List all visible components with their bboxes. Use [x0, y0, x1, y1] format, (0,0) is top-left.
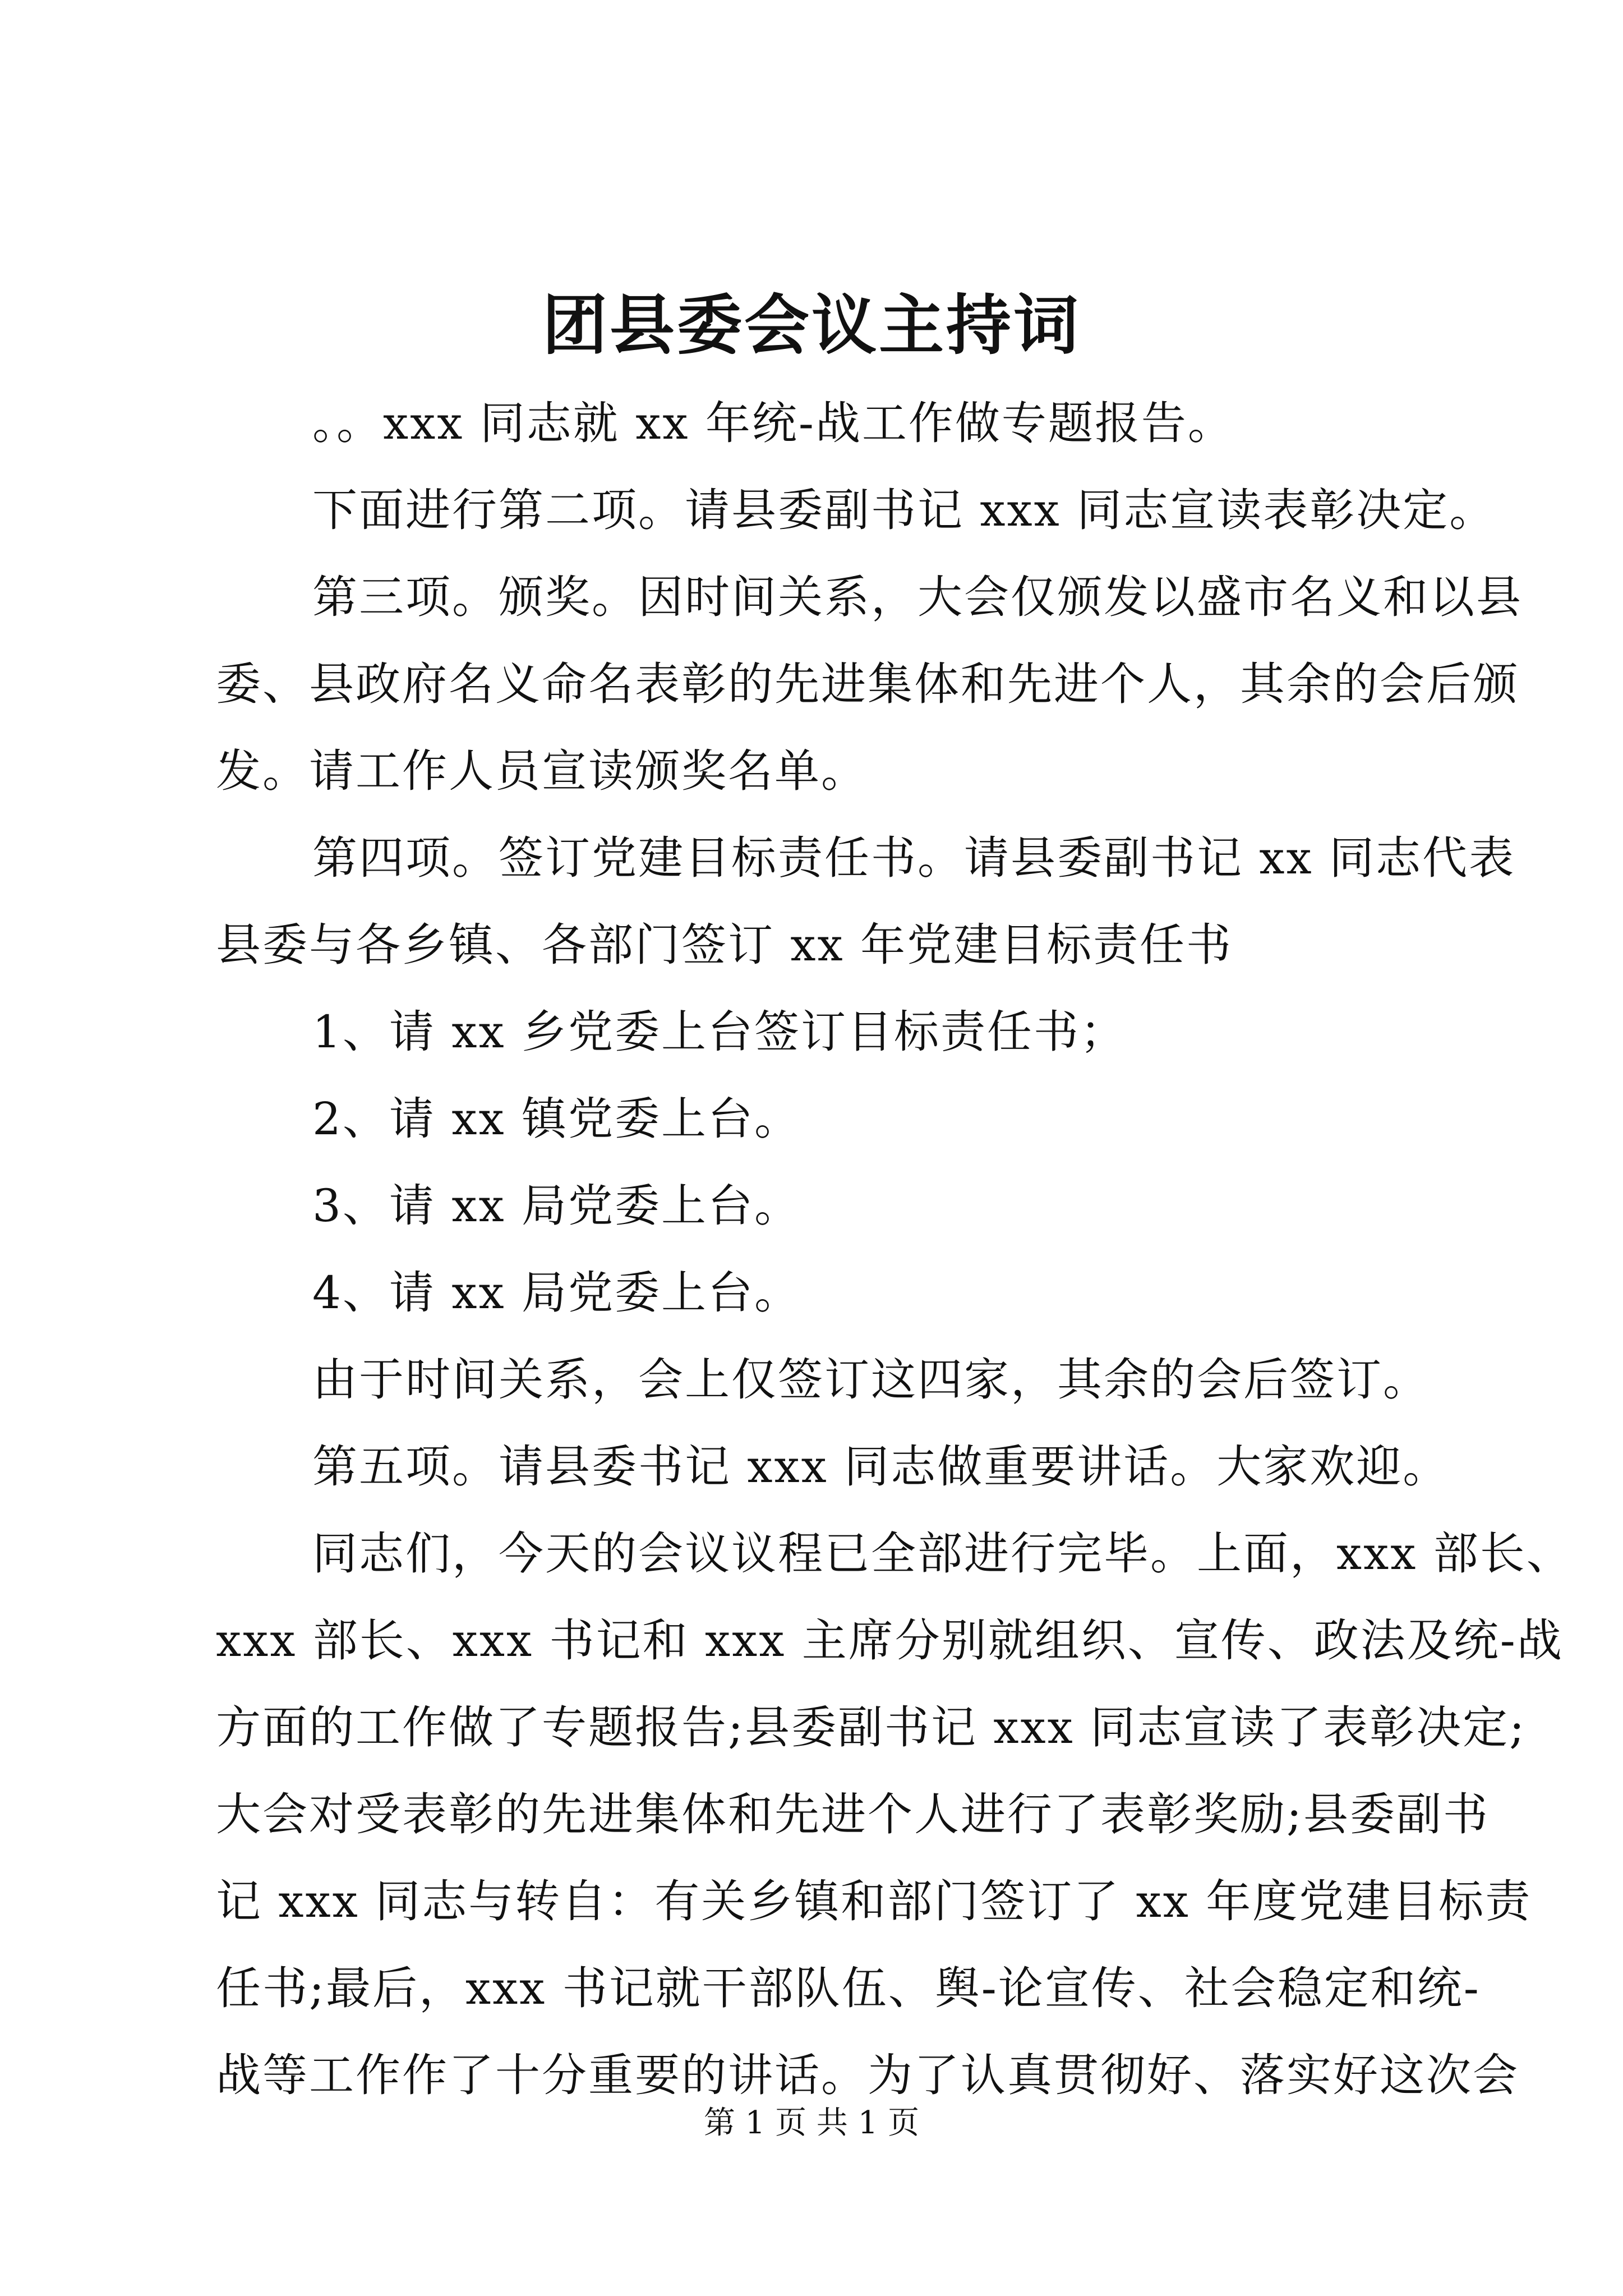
paragraph-line: 。。xxx 同志就 xx 年统-战工作做专题报告。: [312, 397, 1234, 449]
paragraph-line: 委、县政府名义命名表彰的先进集体和先进个人，其余的会后颁: [216, 658, 1519, 710]
paragraph-line: 大会对受表彰的先进集体和先进个人进行了表彰奖励;县委副书: [216, 1788, 1490, 1841]
list-item: 3、请 xx 局党委上台。: [312, 1180, 801, 1232]
paragraph-line: 下面进行第二项。请县委副书记 xxx 同志宣读表彰决定。: [312, 484, 1496, 536]
document-body: [216, 380, 1573, 2119]
paragraph-line: 记 xxx 同志与转自：有关乡镇和部门签订了 xx 年度党建目标责: [216, 1875, 1532, 1927]
paragraph-line: 第五项。请县委书记 xxx 同志做重要讲话。大家欢迎。: [312, 1441, 1450, 1493]
list-item: 2、请 xx 镇党委上台。: [312, 1093, 801, 1145]
paragraph-line: 县委与各乡镇、各部门签订 xx 年党建目标责任书: [216, 919, 1233, 971]
document-title: 团县委会议主持词: [542, 287, 1081, 364]
paragraph-line: 同志们，今天的会议议程已全部进行完毕。上面，xxx 部长、: [312, 1527, 1573, 1580]
paragraph-line: xxx 部长、xxx 书记和 xxx 主席分别就组织、宣传、政法及统-战: [216, 1614, 1564, 1667]
paragraph-line: 发。请工作人员宣读颁奖名单。: [216, 745, 868, 797]
page-number-footer: 第 1 页 共 1 页: [703, 2105, 920, 2141]
paragraph-line: 第四项。签订党建目标责任书。请县委副书记 xx 同志代表: [312, 832, 1516, 884]
paragraph-line: 方面的工作做了专题报告;县委副书记 xxx 同志宣读了表彰决定;: [216, 1701, 1527, 1754]
paragraph-line: 第三项。颁奖。因时间关系，大会仅颁发以盛市名义和以县: [312, 571, 1523, 623]
paragraph-line: 战等工作作了十分重要的讲话。为了认真贯彻好、落实好这次会: [216, 2049, 1519, 2101]
list-item: 4、请 xx 局党委上台。: [312, 1267, 801, 1319]
paragraph-line: 由于时间关系，会上仅签订这四家，其余的会后签订。: [312, 1354, 1430, 1406]
paragraph-line: 任书;最后，xxx 书记就干部队伍、舆-论宣传、社会稳定和统-: [216, 1962, 1481, 2014]
list-item: 1、请 xx 乡党委上台签订目标责任书；: [312, 1006, 1127, 1058]
